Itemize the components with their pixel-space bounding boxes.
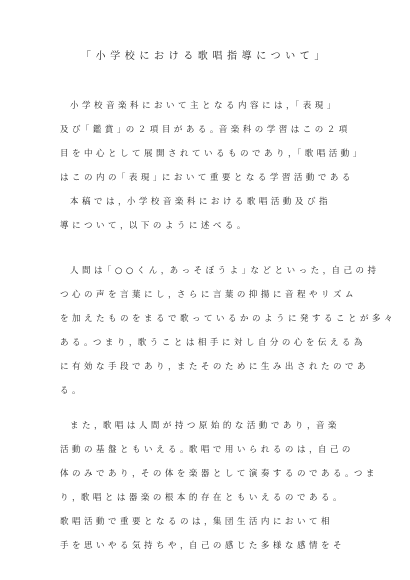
paragraph-line: る 。: [60, 386, 81, 396]
paragraph-line: 手 を 思 い や る 気 持 ち や ，自 己 の 感 じ た 多 様 な 感 情 を そ: [60, 541, 342, 551]
document-title: 「小学校における歌唱指導について」: [81, 51, 329, 62]
paragraph-line: 体 の み で あ り ，そ の 体 を 楽 器 と し て 演 奏 す る の で あ る 。つ ま: [60, 469, 375, 479]
paragraph-line: 小 学 校 音 楽 科 に お い て 主 と な る 内 容 に は ，「 表 現 」: [70, 101, 336, 111]
paragraph-line: 導 に つ い て ，以 下 の よ う に 述 べ る 。: [60, 221, 246, 231]
paragraph-line: ま た ，歌 唱 は 人 間 が 持 つ 原 始 的 な 活 動 で あ り ，音 楽: [70, 421, 337, 431]
paragraph-line: り ，歌 唱 と は 器 楽 の 根 本 的 存 在 と も い え る の で あ る 。: [60, 493, 342, 503]
paragraph-line: 活 動 の 基 盤 と も い え る 。歌 唱 で 用 い ら れ る の は ，自 己 の: [60, 445, 351, 455]
paragraph-line: に 有 効 な 手 段 で あ り ，ま た そ の た め に 生 み 出 さ れ た の で あ: [60, 362, 366, 372]
paragraph-line: 及 び「 鑑 賞 」の ２ 項 目 が あ る 。音 楽 科 の 学 習 は こ の ２ 項: [60, 125, 348, 135]
paragraph-line: 本 稿 で は ，小 学 校 音 楽 科 に お け る 歌 唱 活 動 及 び 指: [70, 197, 328, 207]
paragraph-line: 目 を 中 心 と し て 展 開 さ れ て い る も の で あ り ，「 歌 唱 活 動 」: [60, 149, 362, 159]
paragraph-line: 人 間 は「 ○ ○ く ん ，あ っ そ ぼ う よ 」な ど と い っ た ，自 己 の 持: [70, 266, 377, 276]
paragraph-line: 歌 唱 活 動 で 重 要 と な る の は ，集 団 生 活 内 に お い て 相: [60, 517, 330, 527]
paragraph-line: つ 心 の 声 を 言 葉 に し ，さ ら に 言 葉 の 抑 揚 に 音 程 や リ ズ ム: [60, 290, 354, 300]
paragraph-line: は こ の 内 の「 表 現 」に お い て 重 要 と な る 学 習 活 動 で あ る: [60, 173, 351, 183]
paragraph-line: あ る 。つ ま り ，歌 う こ と は 相 手 に 対 し 自 分 の 心 を 伝 え る 為: [60, 338, 363, 348]
paragraph-line: を 加 え た も の を ま る で 歌 っ て い る か の よ う に 発 す る こ と が 多 々: [60, 314, 393, 324]
